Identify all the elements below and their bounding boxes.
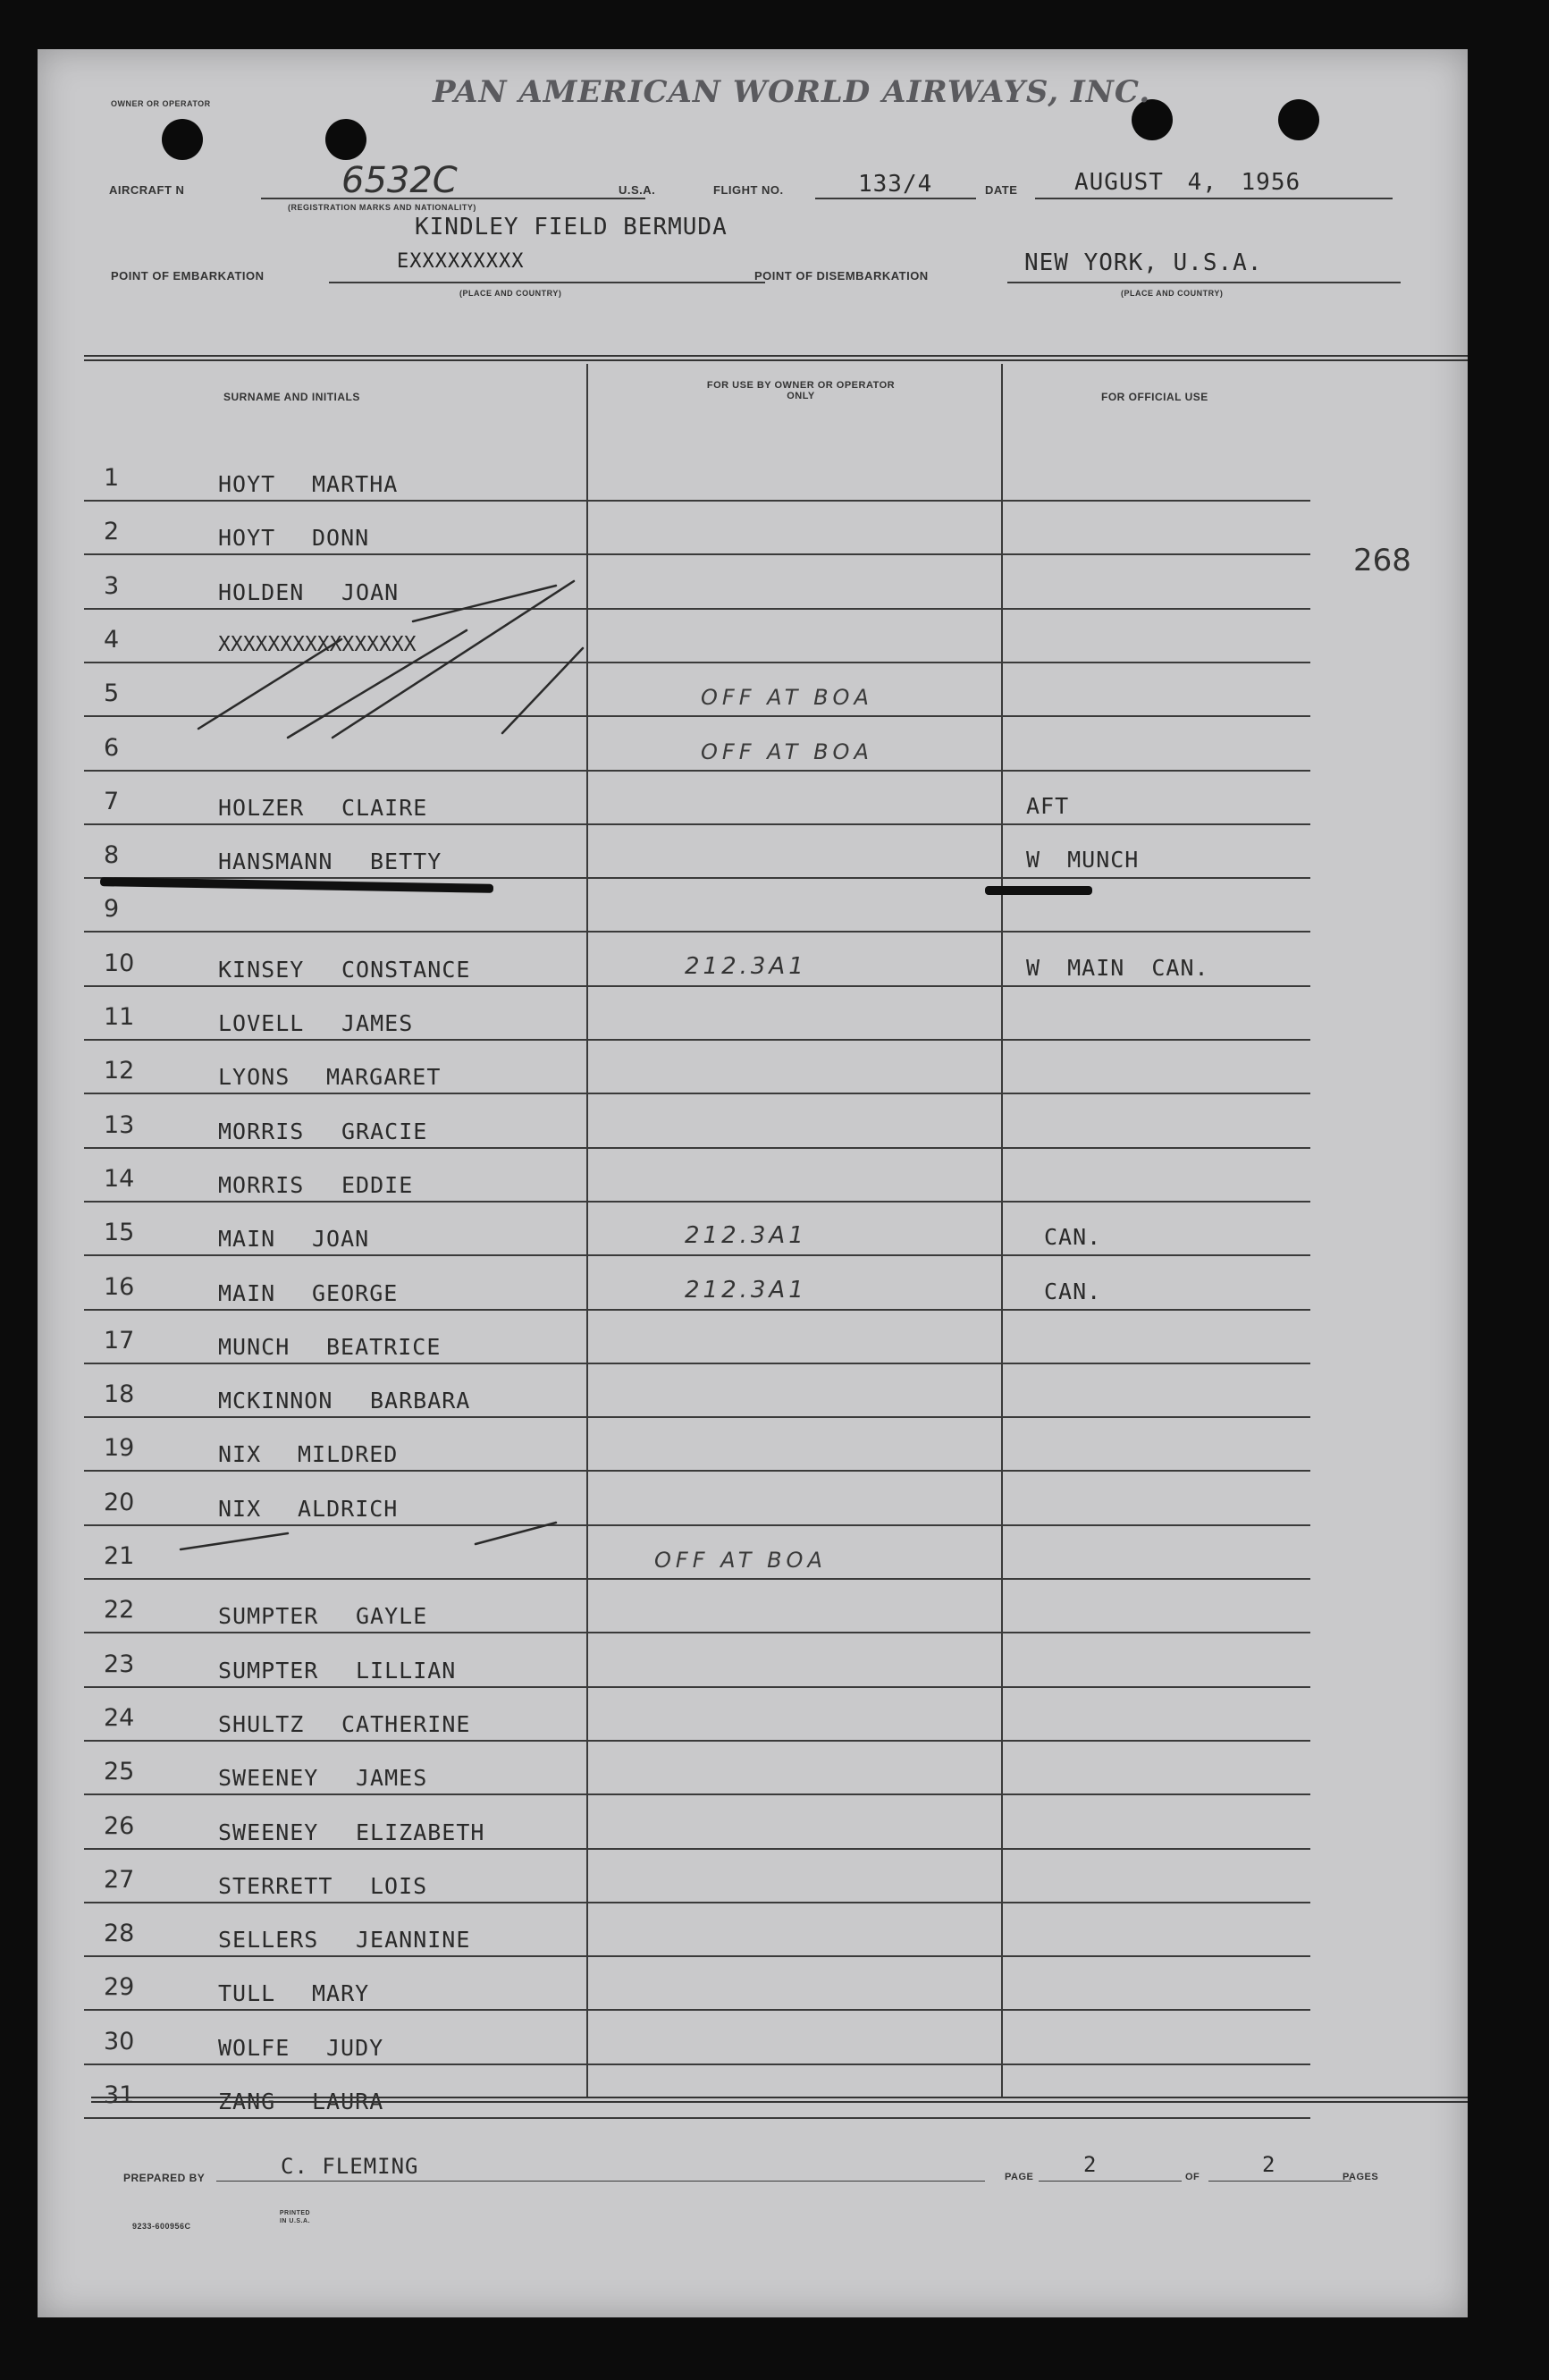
passenger-surname: LYONS [218, 1064, 290, 1090]
row-number: 15 [104, 1219, 135, 1246]
passenger-given-name: CLAIRE [341, 795, 428, 821]
row-number: 3 [104, 572, 120, 600]
row-number: 25 [104, 1758, 135, 1785]
passenger-surname: NIX [218, 1441, 262, 1467]
operator-note: OFF AT BOA [654, 1548, 827, 1573]
passenger-given-name: JAMES [356, 1765, 428, 1791]
flight-value: 133/4 [858, 171, 933, 198]
row-number: 2 [104, 518, 120, 545]
manifest-sheet [38, 49, 1468, 2317]
passenger-surname: STERRETT [218, 1873, 333, 1899]
operator-note: 212.3A1 [685, 1277, 807, 1304]
prepared-label: PREPARED BY [123, 2172, 206, 2184]
flight-label: FLIGHT NO. [713, 183, 784, 197]
passenger-surname: NIX [218, 1496, 262, 1522]
passenger-surname: SWEENEY [218, 1819, 319, 1845]
row-9-official-blackout [985, 886, 1092, 895]
embarkation-struck: EXXXXXXXXX [397, 250, 525, 273]
official-note: W MAIN CAN. [1026, 955, 1209, 981]
page-label: PAGE [1005, 2172, 1034, 2182]
row-number: 14 [104, 1165, 135, 1193]
passenger-surname: MAIN [218, 1226, 276, 1252]
row-number: 7 [104, 788, 120, 815]
passenger-surname: HOLZER [218, 795, 305, 821]
passenger-surname: ZANG [218, 2089, 276, 2114]
passenger-given-name: JUDY [326, 2035, 384, 2061]
row-number: 24 [104, 1704, 135, 1732]
official-note: AFT [1026, 793, 1070, 819]
passenger-surname: SUMPTER [218, 1658, 319, 1684]
passenger-surname: HOYT [218, 525, 276, 551]
passenger-surname: XXXXXXXXXXXXXXXX [218, 633, 417, 656]
row-number: 31 [104, 2081, 135, 2109]
passenger-given-name: MARY [312, 1980, 370, 2006]
passenger-surname: KINSEY [218, 957, 305, 983]
passenger-given-name: JAMES [341, 1010, 414, 1036]
row-number: 4 [104, 626, 120, 654]
official-note: W MUNCH [1026, 847, 1140, 873]
passenger-given-name: GEORGE [312, 1280, 399, 1306]
passenger-surname: LOVELL [218, 1010, 305, 1036]
aircraft-value: 6532C [341, 160, 458, 201]
passenger-surname: HANSMANN [218, 848, 333, 874]
row-number: 10 [104, 949, 135, 977]
crossout-strokes [38, 49, 1468, 2317]
embarkation-label: POINT OF EMBARKATION [111, 269, 265, 283]
official-note: CAN. [1044, 1224, 1102, 1250]
passenger-given-name: GRACIE [341, 1118, 428, 1144]
row-number: 28 [104, 1920, 135, 1947]
passenger-given-name: ELIZABETH [356, 1819, 485, 1845]
row-number: 21 [104, 1542, 135, 1570]
passenger-given-name: BARBARA [370, 1388, 471, 1414]
operator-note: 212.3A1 [685, 1222, 807, 1249]
passenger-given-name: JEANNINE [356, 1927, 471, 1953]
disembarkation-label: POINT OF DISEMBARKATION [754, 269, 929, 283]
row-number: 26 [104, 1812, 135, 1840]
passenger-surname: MORRIS [218, 1172, 305, 1198]
row-number: 22 [104, 1596, 135, 1624]
passenger-given-name: ALDRICH [298, 1496, 399, 1522]
disembarkation-sub: (PLACE AND COUNTRY) [1121, 289, 1224, 298]
aircraft-label: AIRCRAFT N [109, 183, 185, 197]
embarkation-value: KINDLEY FIELD BERMUDA [415, 214, 728, 241]
pages-label: PAGES [1343, 2172, 1379, 2182]
passenger-surname: MUNCH [218, 1334, 290, 1360]
form-number: 9233-600956C [132, 2222, 191, 2231]
row-number: 13 [104, 1111, 135, 1139]
usa-label: U.S.A. [619, 183, 656, 197]
row-number: 19 [104, 1434, 135, 1462]
row-number: 23 [104, 1650, 135, 1678]
passenger-given-name: EDDIE [341, 1172, 414, 1198]
passenger-given-name: LOIS [370, 1873, 428, 1899]
passenger-given-name: GAYLE [356, 1603, 428, 1629]
passenger-given-name: MARGARET [326, 1064, 442, 1090]
row-number: 16 [104, 1273, 135, 1301]
passenger-given-name: DONN [312, 525, 370, 551]
embarkation-sub: (PLACE AND COUNTRY) [459, 289, 562, 298]
passenger-given-name: CATHERINE [341, 1711, 471, 1737]
side-number: 268 [1353, 543, 1411, 578]
official-note: CAN. [1044, 1279, 1102, 1304]
row-number: 17 [104, 1327, 135, 1355]
passenger-given-name: MILDRED [298, 1441, 399, 1467]
printed-label: PRINTED IN U.S.A. [279, 2210, 311, 2224]
passenger-given-name: BEATRICE [326, 1334, 442, 1360]
passenger-surname: HOYT [218, 471, 276, 497]
row-number: 20 [104, 1489, 135, 1516]
date-label: DATE [985, 183, 1018, 197]
row-number: 11 [104, 1003, 135, 1031]
passenger-surname: SWEENEY [218, 1765, 319, 1791]
passenger-given-name: LILLIAN [356, 1658, 457, 1684]
passenger-surname: SHULTZ [218, 1711, 305, 1737]
prepared-value: C. FLEMING [281, 2154, 419, 2179]
passenger-surname: TULL [218, 1980, 276, 2006]
operator-note: OFF AT BOA [701, 685, 873, 710]
row-number: 27 [104, 1866, 135, 1894]
col-header-surname: SURNAME AND INITIALS [223, 391, 360, 403]
date-value: AUGUST 4, 1956 [1074, 169, 1301, 196]
row-number: 12 [104, 1057, 135, 1085]
of-value: 2 [1262, 2152, 1276, 2177]
table-bottom-rule [91, 2097, 1468, 2103]
passenger-surname: SELLERS [218, 1927, 319, 1953]
page-value: 2 [1083, 2152, 1098, 2177]
col-header-official: FOR OFFICIAL USE [1101, 391, 1208, 403]
row-number: 29 [104, 1973, 135, 2001]
operator-note: 212.3A1 [685, 953, 807, 980]
passenger-given-name: MARTHA [312, 471, 399, 497]
company-name: PAN AMERICAN WORLD AIRWAYS, INC. [433, 74, 1151, 110]
passenger-given-name: CONSTANCE [341, 957, 471, 983]
row-number: 1 [104, 464, 120, 492]
passenger-surname: HOLDEN [218, 579, 305, 605]
row-number: 30 [104, 2028, 135, 2055]
passenger-given-name: JOAN [341, 579, 400, 605]
passenger-surname: MORRIS [218, 1118, 305, 1144]
row-number: 9 [104, 895, 120, 923]
passenger-given-name: BETTY [370, 848, 442, 874]
passenger-surname: SUMPTER [218, 1603, 319, 1629]
disembarkation-value: NEW YORK, U.S.A. [1024, 249, 1263, 276]
passenger-surname: MCKINNON [218, 1388, 333, 1414]
row-number: 6 [104, 734, 120, 762]
passenger-surname: WOLFE [218, 2035, 290, 2061]
passenger-given-name: LAURA [312, 2089, 384, 2114]
col-header-operator-text: FOR USE BY OWNER OR OPERATOR ONLY [706, 380, 896, 401]
owner-label: OWNER OR OPERATOR [111, 99, 211, 108]
row-number: 5 [104, 679, 120, 707]
row-number: 18 [104, 1380, 135, 1408]
operator-note: OFF AT BOA [701, 739, 873, 764]
of-label: OF [1185, 2172, 1200, 2182]
aircraft-sub: (REGISTRATION MARKS AND NATIONALITY) [288, 203, 476, 212]
passenger-surname: MAIN [218, 1280, 276, 1306]
passenger-given-name: JOAN [312, 1226, 370, 1252]
row-number: 8 [104, 841, 120, 869]
